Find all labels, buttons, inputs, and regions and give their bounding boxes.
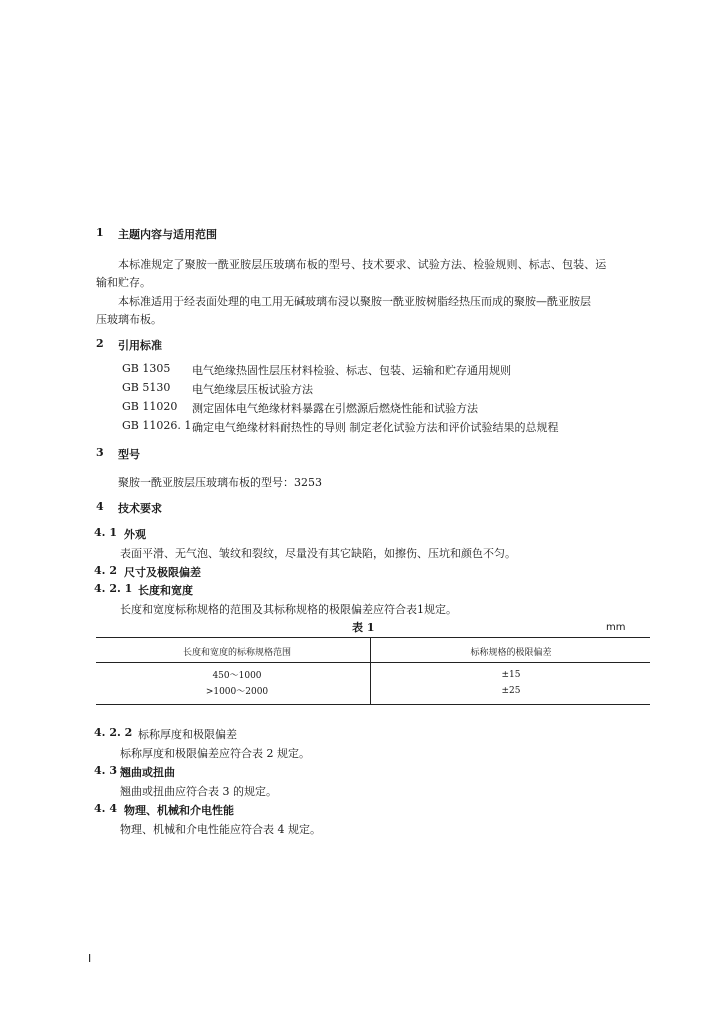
table-cell-deviation: ±15 (501, 670, 521, 680)
section-4-3-title: 翘曲或扭曲 (120, 766, 175, 779)
section-4-4-title: 物理、机械和介电性能 (124, 804, 234, 817)
ref-code: GB 11020 (122, 400, 178, 413)
table-header-deviation: 标称规格的极限偏差 (470, 648, 552, 658)
ref-title: 确定电气绝缘材料耐热性的导则 制定老化试验方法和评价试验结果的总规程 (192, 421, 559, 434)
section-4-1-title: 外观 (124, 528, 146, 541)
section-3-number: 3 (96, 446, 104, 459)
page-mark: I (88, 952, 92, 965)
ref-title: 测定固体电气绝缘材料暴露在引燃源后燃烧性能和试验方法 (192, 402, 478, 415)
section-1-para-1-line-2: 输和贮存。 (96, 276, 151, 289)
section-4-2-2-number: 4. 2. 2 (94, 726, 133, 739)
section-4-1-number: 4. 1 (94, 526, 117, 539)
section-1-para-2-line-2: 压玻璃布板。 (96, 313, 162, 326)
section-1-para-2-line-1: 本标准适用于经表面处理的电工用无碱玻璃布浸以聚胺一酰亚胺树脂经热压而成的聚胺—酰亚胺层 (118, 295, 591, 308)
section-4-2-1-title: 长度和宽度 (138, 584, 193, 597)
section-1-number: 1 (96, 226, 104, 239)
ref-code: GB 11026. 1 (122, 419, 192, 432)
section-3-text: 聚胺一酰亚胺层压玻璃布板的型号：3253 (118, 476, 322, 489)
ref-title: 电气绝缘层压板试验方法 (192, 383, 313, 396)
section-4-2-2-text: 标称厚度和极限偏差应符合表 2 规定。 (120, 747, 310, 760)
section-4-3-text: 翘曲或扭曲应符合表 3 的规定。 (120, 785, 277, 798)
ref-code: GB 5130 (122, 381, 171, 394)
table-cell-deviation: ±25 (501, 686, 521, 696)
section-2-heading: 引用标准 (118, 339, 162, 352)
section-4-2-number: 4. 2 (94, 564, 117, 577)
section-3-heading: 型号 (118, 448, 140, 461)
section-1-para-1-line-1: 本标准规定了聚胺一酰亚胺层压玻璃布板的型号、技术要求、试验方法、检验规则、标志、包装、运 (118, 258, 607, 271)
table-unit: mm (606, 622, 626, 633)
table-top-rule (96, 637, 650, 638)
section-4-2-1-number: 4. 2. 1 (94, 582, 133, 595)
section-4-number: 4 (96, 500, 104, 513)
table-caption: 表 1 (352, 621, 375, 634)
table-header-rule (96, 662, 650, 663)
table-cell-range: >1000～2000 (205, 687, 269, 697)
section-1-heading: 主题内容与适用范围 (118, 228, 217, 241)
section-2-number: 2 (96, 337, 104, 350)
section-4-2-2-title: 标称厚度和极限偏差 (138, 728, 237, 741)
ref-title: 电气绝缘热固性层压材料检验、标志、包装、运输和贮存通用规则 (192, 364, 511, 377)
table-cell-range: 450～1000 (212, 671, 262, 681)
section-4-2-title: 尺寸及极限偏差 (124, 566, 201, 579)
section-4-2-1-text: 长度和宽度标称规格的范围及其标称规格的极限偏差应符合表1规定。 (120, 603, 457, 616)
section-4-4-text: 物理、机械和介电性能应符合表 4 规定。 (120, 823, 321, 836)
table-column-divider (370, 637, 371, 704)
table-bottom-rule (96, 704, 650, 705)
section-4-3-number: 4. 3 (94, 764, 117, 777)
table-header-range: 长度和宽度的标称规格范围 (182, 648, 291, 658)
section-4-1-text: 表面平滑、无气泡、皱纹和裂纹，尽量没有其它缺陷，如擦伤、压坑和颜色不匀。 (120, 547, 516, 560)
ref-code: GB 1305 (122, 362, 171, 375)
section-4-4-number: 4. 4 (94, 802, 117, 815)
section-4-heading: 技术要求 (118, 502, 162, 515)
